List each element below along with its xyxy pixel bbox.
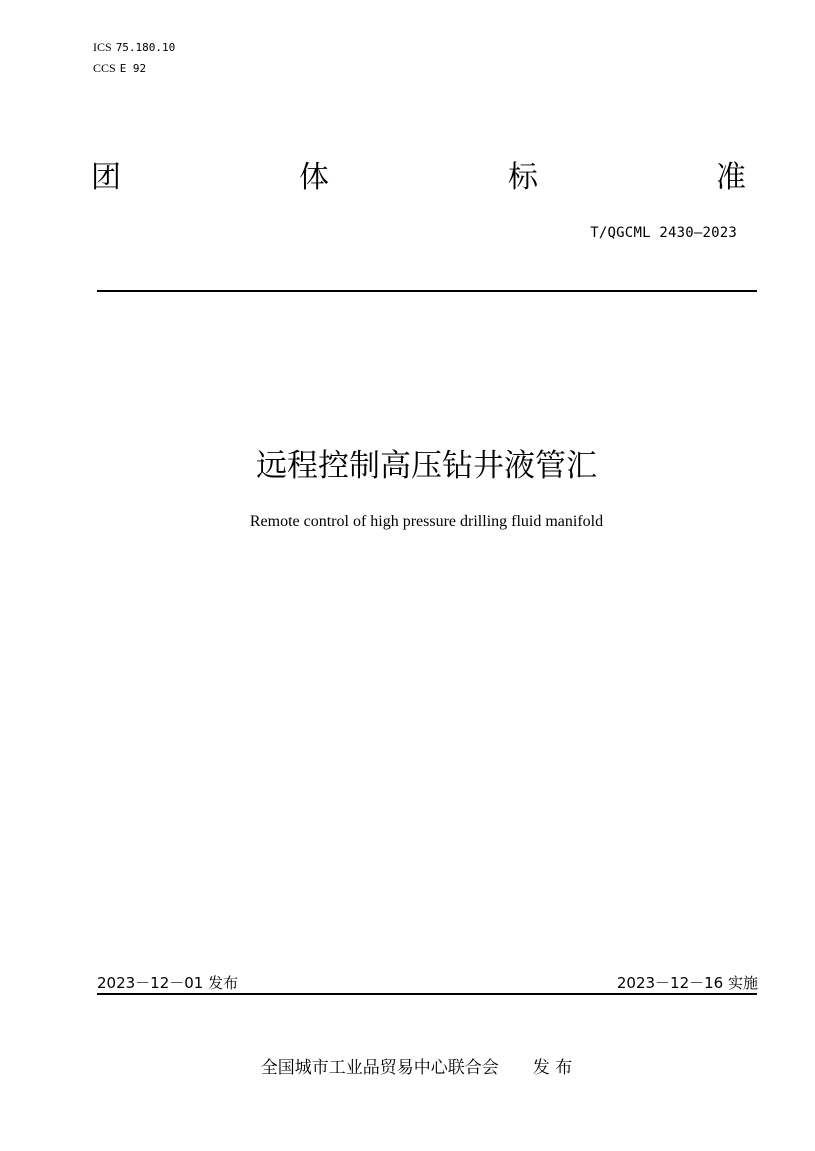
publish-date: 2023－12－01 发布 <box>97 974 239 992</box>
ics-code <box>93 40 175 55</box>
issuer-action: 发 布 <box>532 1058 573 1078</box>
standard-type-char-1: 团 <box>91 160 121 195</box>
implement-date: 2023－12－16 实施 <box>616 974 758 992</box>
header-divider <box>97 290 757 292</box>
ics-label: ICS <box>93 40 112 54</box>
title-chinese: 远程控制高压钻井液管汇 <box>256 448 597 484</box>
issuer-line <box>0 1053 815 1078</box>
ccs-code <box>93 61 146 76</box>
footer-divider <box>97 993 757 995</box>
standard-type-char-3: 标 <box>508 160 538 195</box>
ccs-value: E 92 <box>119 62 147 75</box>
standard-type-char-2: 体 <box>299 160 329 195</box>
standard-type-char-4: 准 <box>716 160 746 195</box>
ics-value: 75.180.10 <box>115 41 176 54</box>
issuer-name: 全国城市工业品贸易中心联合会 <box>260 1058 499 1078</box>
ccs-label: CCS <box>93 61 116 75</box>
standard-number: T/QGCML 2430—2023 <box>590 225 737 241</box>
title-english: Remote control of high pressure drilling fluid manifold <box>249 513 604 530</box>
